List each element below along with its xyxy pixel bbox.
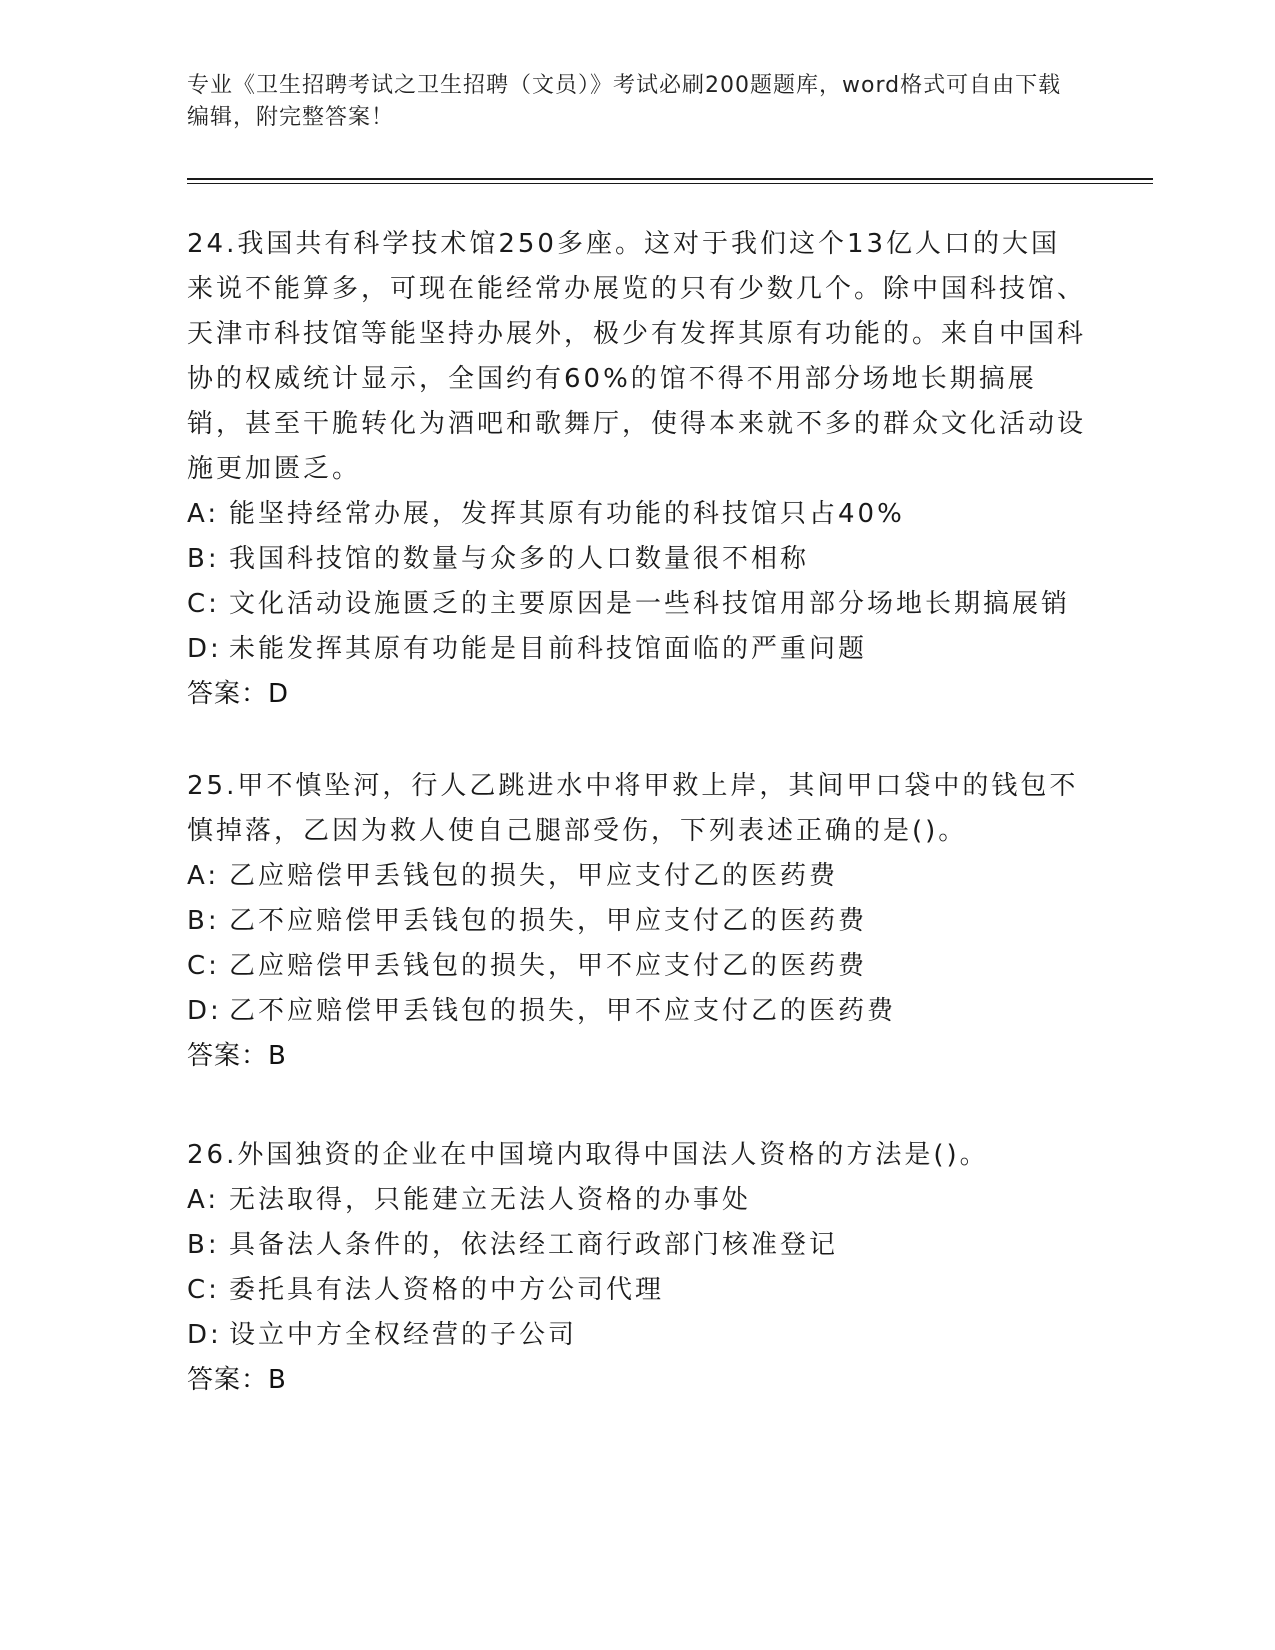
question-stem: 24.我国共有科学技术馆250多座。这对于我们这个13亿人口的大国来说不能算多，可现在能经常办展览的只有少数几个。除中国科技馆、天津市科技馆等能坚持办展外，极少有发挥其原有功能的。来自中国科协的权威统计显示，全国约有60%的馆不得不用部分场地长期搞展销，甚至干脆转化为酒吧和歌舞厅，使得本来就不多的群众文化活动设施更加匮乏。 bbox=[187, 229, 1087, 484]
option-key: A: bbox=[187, 499, 220, 529]
question-25 bbox=[187, 764, 1087, 1079]
option-key: B: bbox=[187, 906, 220, 936]
option-key: D: bbox=[187, 1320, 222, 1350]
option-key: A: bbox=[187, 1185, 220, 1215]
option-d bbox=[187, 1313, 1087, 1358]
option-b bbox=[187, 899, 1087, 944]
question-26 bbox=[187, 1133, 1087, 1403]
option-a bbox=[187, 854, 1087, 899]
option-d bbox=[187, 627, 1087, 672]
option-d bbox=[187, 989, 1087, 1034]
option-key: C: bbox=[187, 589, 220, 619]
option-text: 设立中方全权经营的子公司 bbox=[229, 1320, 578, 1350]
option-text: 乙应赔偿甲丢钱包的损失，甲应支付乙的医药费 bbox=[229, 861, 839, 891]
question-stem: 26.外国独资的企业在中国境内取得中国法人资格的方法是()。 bbox=[187, 1140, 989, 1170]
option-key: B: bbox=[187, 544, 220, 574]
answer-label: 答案： bbox=[187, 1365, 269, 1395]
answer-value: D bbox=[268, 679, 289, 709]
option-c bbox=[187, 582, 1087, 627]
document-header: 专业《卫生招聘考试之卫生招聘（文员）》考试必刷200题题库，word格式可自由下载编辑，附完整答案！ bbox=[187, 73, 1062, 130]
option-c bbox=[187, 1268, 1087, 1313]
option-b bbox=[187, 1223, 1087, 1268]
option-text: 乙不应赔偿甲丢钱包的损失，甲不应支付乙的医药费 bbox=[229, 996, 897, 1026]
option-a bbox=[187, 1178, 1087, 1223]
option-text: 乙不应赔偿甲丢钱包的损失，甲应支付乙的医药费 bbox=[229, 906, 868, 936]
option-a bbox=[187, 492, 1087, 537]
answer-line bbox=[187, 672, 1087, 717]
answer-value: B bbox=[268, 1365, 286, 1395]
option-c bbox=[187, 944, 1087, 989]
option-text: 具备法人条件的，依法经工商行政部门核准登记 bbox=[229, 1230, 839, 1260]
header-divider-thick bbox=[187, 178, 1153, 180]
option-text: 文化活动设施匮乏的主要原因是一些科技馆用部分场地长期搞展销 bbox=[229, 589, 1071, 619]
option-key: D: bbox=[187, 996, 222, 1026]
option-text: 我国科技馆的数量与众多的人口数量很不相称 bbox=[229, 544, 810, 574]
answer-value: B bbox=[268, 1041, 286, 1071]
answer-line bbox=[187, 1358, 1087, 1403]
option-text: 能坚持经常办展，发挥其原有功能的科技馆只占40% bbox=[229, 499, 905, 529]
option-key: D: bbox=[187, 634, 222, 664]
question-24 bbox=[187, 222, 1087, 717]
option-key: B: bbox=[187, 1230, 220, 1260]
option-text: 未能发挥其原有功能是目前科技馆面临的严重问题 bbox=[229, 634, 868, 664]
option-text: 乙应赔偿甲丢钱包的损失，甲不应支付乙的医药费 bbox=[229, 951, 868, 981]
option-text: 无法取得，只能建立无法人资格的办事处 bbox=[229, 1185, 752, 1215]
answer-label: 答案： bbox=[187, 1041, 269, 1071]
option-key: A: bbox=[187, 861, 220, 891]
option-key: C: bbox=[187, 1275, 220, 1305]
question-stem: 25.甲不慎坠河，行人乙跳进水中将甲救上岸，其间甲口袋中的钱包不慎掉落，乙因为救人使自己腿部受伤，下列表述正确的是()。 bbox=[187, 771, 1079, 846]
header-divider-thin bbox=[187, 183, 1153, 184]
answer-label: 答案： bbox=[187, 679, 269, 709]
option-b bbox=[187, 537, 1087, 582]
option-text: 委托具有法人资格的中方公司代理 bbox=[229, 1275, 665, 1305]
option-key: C: bbox=[187, 951, 220, 981]
answer-line bbox=[187, 1034, 1087, 1079]
